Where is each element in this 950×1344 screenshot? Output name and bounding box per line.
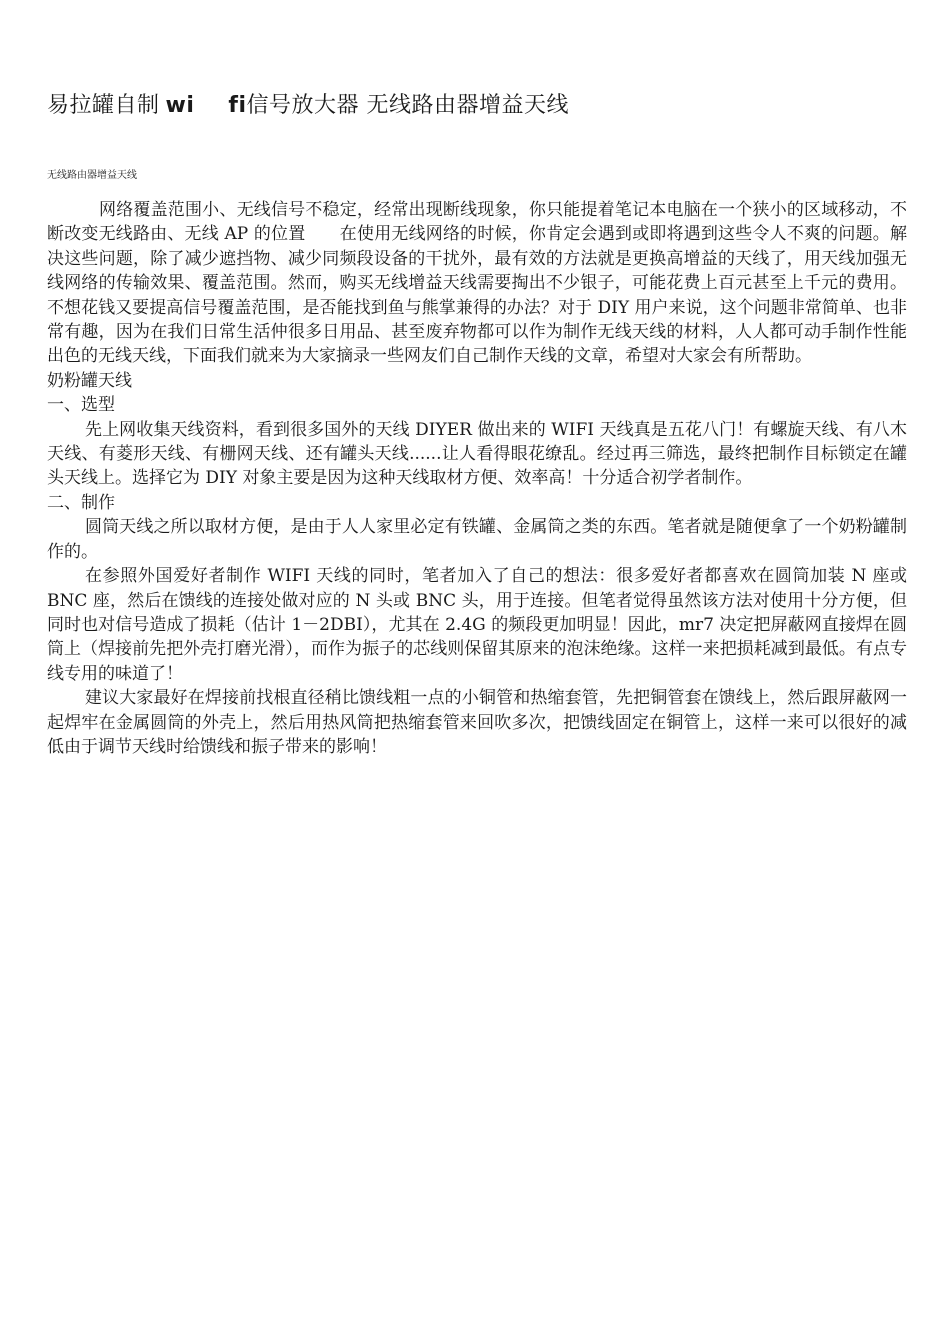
title-suffix: 信号放大器 无线路由器增益天线 <box>246 93 570 118</box>
paragraph-selection: 先上网收集天线资料，看到很多国外的天线 DIYER 做出来的 WIFI 天线真是五花八门！有螺旋天线、有八木天线、有菱形天线、有栅网天线、还有罐头天线......让人看得眼花缭乱。经过再三筛选，最终把制作目标锁定在罐头天线上。选择它为 DIY 对象主要是因为这种天线取材方便、效率高！十分适合初学者制作。 <box>47 419 907 489</box>
paragraph-intro: 网络覆盖范围小、无线信号不稳定，经常出现断线现象，你只能提着笔记本电脑在一个狭小的区域移动，不断改变无线路由、无线 AP 的位置 在使用无线网络的时候，你肯定会遇到或即将遇到这些令人不爽的问题。解决这些问题，除了减少遮挡物、减少同频段设备的干扰外，最有效的方法就是更换高增益的天线了，用天线加强无线网络的传输效果、覆盖范围。然而，购买无线增益天线需要掏出不少银子，可能花费上百元甚至上千元的费用。不想花钱又要提高信号覆盖范围，是否能找到鱼与熊掌兼得的办法？对于 DIY 用户来说，这个问题非常简单、也非常有趣，因为在我们日常生活仲很多日用品、甚至废弃物都可以作为制作无线天线的材料，人人都可动手制作性能出色的无线天线，下面我们就来为大家摘录一些网友们自己制作天线的文章，希望对大家会有所帮助。 <box>47 200 907 367</box>
section-heading-production: 二、制作 <box>47 492 115 513</box>
title-fi: fi <box>228 93 247 118</box>
section-heading-milk-can-antenna: 奶粉罐天线 <box>47 370 132 391</box>
page-subtitle: 无线路由器增益天线 <box>47 170 137 181</box>
paragraph-production-2: 在参照外国爱好者制作 WIFI 天线的同时，笔者加入了自己的想法：很多爱好者都喜欢在圆筒加装 N 座或 BNC 座，然后在馈线的连接处做对应的 N 头或 BNC 头，用于连接。但笔者觉得虽然该方法对使用十分方便，但同时也对信号造成了损耗（估计 1－2DBI），尤其在 2.4G 的频段更加明显！因此，mr7 决定把屏蔽网直接焊在圆筒上（焊接前先把外壳打磨光滑），而作为振子的芯线则保留其原来的泡沫绝缘。这样一来把损耗减到最低。有点专线专用的味道了！ <box>47 566 907 684</box>
section-heading-selection: 一、选型 <box>47 395 115 416</box>
document-body <box>47 198 907 759</box>
paragraph-production-3: 建议大家最好在焊接前找根直径稍比馈线粗一点的小铜管和热缩套管，先把铜管套在馈线上，然后跟屏蔽网一起焊牢在金属圆筒的外壳上，然后用热风筒把热缩套管来回吹多次，把馈线固定在铜管上，这样一来可以很好的减低由于调节天线时给馈线和振子带来的影响！ <box>47 688 907 757</box>
title-wi: wi <box>165 93 195 118</box>
page-title <box>47 88 569 119</box>
paragraph-production-1: 圆筒天线之所以取材方便，是由于人人家里必定有铁罐、金属筒之类的东西。笔者就是随便拿了一个奶粉罐制作的。 <box>47 517 907 562</box>
title-prefix: 易拉罐自制 <box>47 93 160 118</box>
